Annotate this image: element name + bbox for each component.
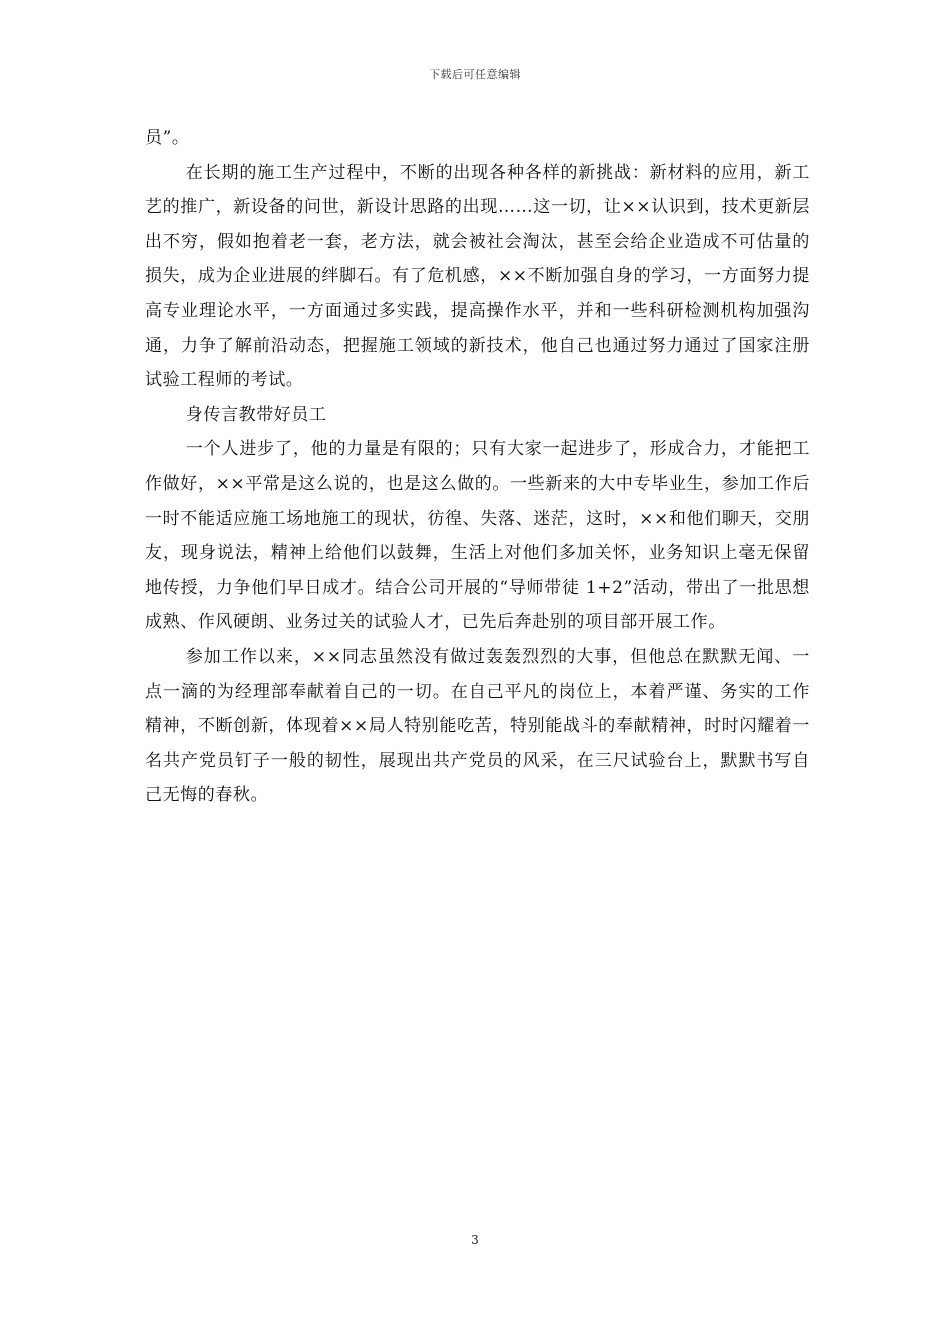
section-heading: 身传言教带好员工 xyxy=(185,404,327,425)
paragraph-continuation: 员”。 xyxy=(145,128,190,148)
paragraph-technology: 在长期的施工生产过程中，不断的出现各种各样的新挑战：新材料的应用，新工艺的推广，新设备的问世，新设计思路的出现……这一切，让××认识到，技术更新层出不穷，假如抱着老一套，老方法，就会被社会淘汰，甚至会给企业造成不可估量的损失，成为企业进展的绊脚石。有了危机感，××不断加强自身的学习，一方面努力提高专业理论水平，一方面通过多实践，提高操作水平，并和一些科研检测机构加强沟通，力争了解前沿动态，把握施工领域的新技术，他自己也通过努力通过了国家注册试验工程师的考试。 xyxy=(145,162,810,391)
page-number: 3 xyxy=(471,1233,479,1247)
page-header-note: 下载后可任意编辑 xyxy=(429,68,521,81)
document-body xyxy=(145,121,810,813)
paragraph-conclusion: 参加工作以来，××同志虽然没有做过轰轰烈烈的大事，但他总在默默无闻、一点一滴的为经理部奉献着自己的一切。在自己平凡的岗位上，本着严谨、务实的工作精神，不断创新，体现着××局人特别能吃苦，特别能战斗的奉献精神，时时闪耀着一名共产党员钉子一般的韧性，展现出共产党员的风采，在三尺试验台上，默默书写自己无悔的春秋。 xyxy=(145,646,810,806)
paragraph-mentoring: 一个人进步了，他的力量是有限的；只有大家一起进步了，形成合力，才能把工作做好，××平常是这么说的，也是这么做的。一些新来的大中专毕业生，参加工作后一时不能适应施工场地施工的现状，彷徨、失落、迷茫，这时，××和他们聊天，交朋友，现身说法，精神上给他们以鼓舞，生活上对他们多加关怀，业务知识上毫无保留地传授，力争他们早日成才。结合公司开展的“导师带徒 1+2”活动，带出了一批思想成熟、作风硬朗、业务过关的试验人才，已先后奔赴别的项目部开展工作。 xyxy=(145,439,810,633)
